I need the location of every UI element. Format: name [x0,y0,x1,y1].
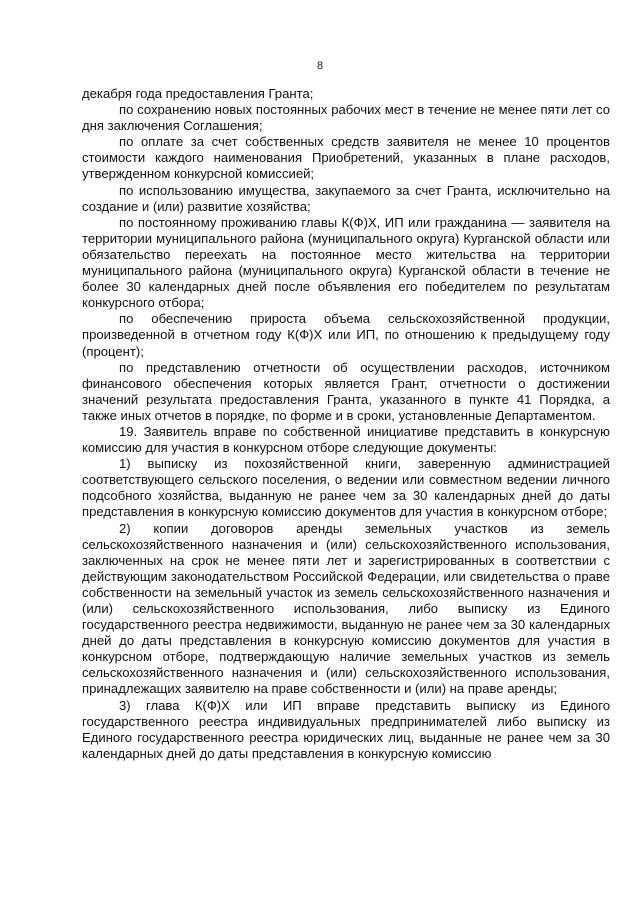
paragraph-jobs-obligation: по сохранению новых постоянных рабочих мест в течение не менее пяти лет со дня заключения Соглашения; [82,102,610,134]
paragraph-item-19-3: 3) глава К(Ф)Х или ИП вправе представить выписку из Единого государственного реестра индивидуальных предпринимателей либо выписку из Единого государственного реестра юридических лиц, выданные не ранее чем за 30 календарных дней до даты представления в конкурсную комиссию [82,697,610,761]
paragraph-item-19: 19. Заявитель вправе по собственной инициативе представить в конкурсную комиссию для участия в конкурсном отборе следующие документы: [82,423,610,456]
paragraph-item-19-2: 2) копии договоров аренды земельных участков из земель сельскохозяйственного назначения и (или) сельскохозяйственного использования, заключенных на срок не менее пяти лет и зарегистрированных в соответствии с действующим законодательством Российской Федерации, или свидетельства о праве собственности на земельный участок из земель сельскохозяйственного назначения и (или) сельскохозяйственного использования, либо выписку из Единого государственного реестра недвижимости, выданную не ранее чем за 30 календарных дней до даты представления в конкурсную комиссию документов для участия в конкурсном отборе, подтверждающую наличие земельных участков из земель сельскохозяйственного назначения и (или) сельскохозяйственного использования, принадлежащих заявителю на праве собственности и (или) на праве аренды; [82,520,610,697]
paragraph-item-19-1: 1) выписку из похозяйственной книги, заверенную администрацией соответствующего сельского поселения, о ведении или совместном ведении личного подсобного хозяйства, выданную не ранее чем за 30 календарных дней до даты представления в конкурсную комиссию документов для участия в конкурсном отборе; [82,456,610,520]
paragraph-production-growth-obligation: по обеспечению прироста объема сельскохозяйственной продукции, произведенной в отчетном году К(Ф)Х или ИП, по отношению к предыдущему году (процент); [82,311,610,359]
paragraph-residence-obligation: по постоянному проживанию главы К(Ф)Х, ИП или гражданина — заявителя на территории муниципального района (муниципального округа) Курганской области или обязательство переехать на постоянное место жительства на территории муниципального района (муниципального округа) Курганской области в течение не более 30 календарных дней после объявления его победителем по результатам конкурсного отбора; [82,214,610,311]
page-number: 8 [316,60,324,72]
paragraph-own-funds-obligation: по оплате за счет собственных средств заявителя не менее 10 процентов стоимости каждого наименования Приобретений, указанных в плане расходов, утвержденном конкурсной комиссией; [82,134,610,182]
paragraph-reporting-obligation: по представлению отчетности об осуществлении расходов, источником финансового обеспечения которых является Грант, отчетности о достижении значений результата предоставления Гранта, указанного в пункте 41 Порядка, а также иных отчетов в порядке, по форме и в сроки, установленные Департаментом. [82,359,610,423]
document-body [82,86,610,762]
paragraph-property-use-obligation: по использованию имущества, закупаемого за счет Гранта, исключительно на создание и (или) развитие хозяйства; [82,182,610,214]
paragraph-continuation: декабря года предоставления Гранта; [82,86,314,101]
